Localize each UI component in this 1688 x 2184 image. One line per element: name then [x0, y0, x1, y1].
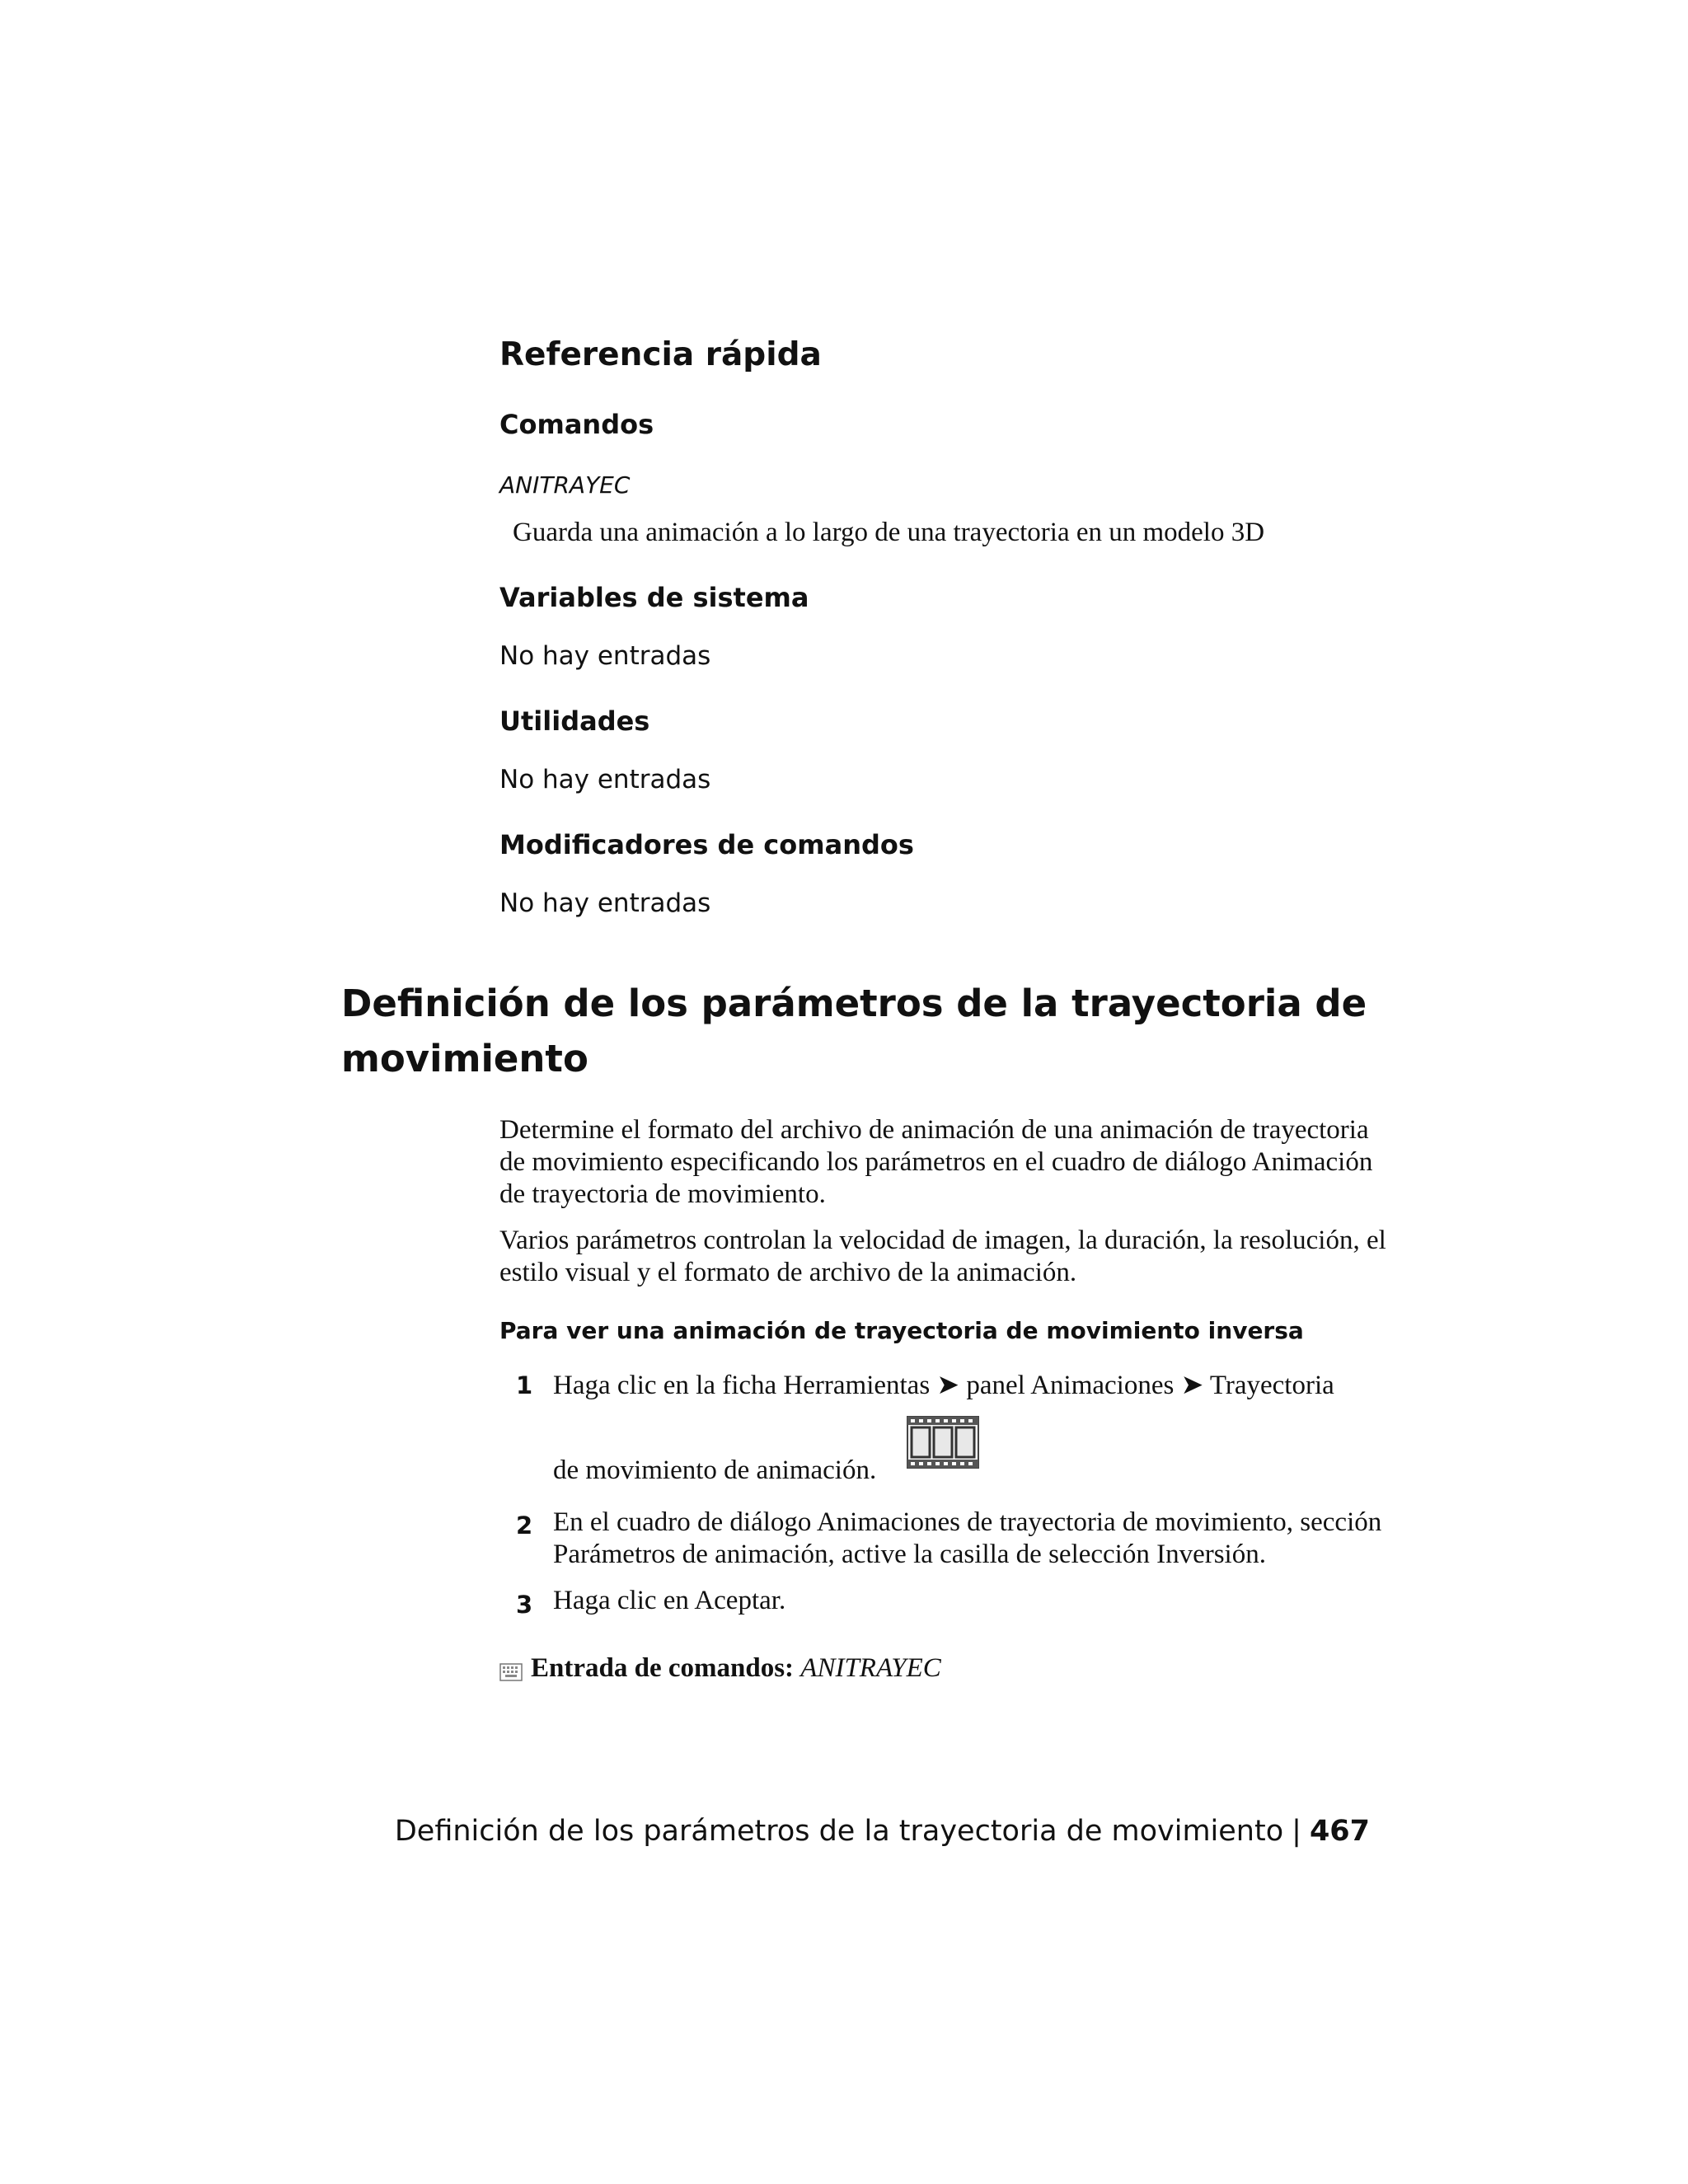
procedure-title: Para ver una animación de trayectoria de movimiento inversa: [499, 1317, 1304, 1344]
paragraph-1: Determine el formato del archivo de animación de una animación de trayectoria de movimiento especificando los parámetros en el cuadro de diálogo Animación de trayectoria de movimiento.: [499, 1115, 1373, 1209]
command-entry-label: Entrada de comandos:: [531, 1653, 795, 1683]
utilities-heading: Utilidades: [499, 705, 650, 737]
page-number: 467: [1309, 1815, 1370, 1848]
page-footer: [395, 1815, 1370, 1848]
step-text-continued: de movimiento de animación.: [553, 1455, 877, 1485]
sysvars-heading: Variables de sistema: [499, 582, 809, 613]
step-text: Haga clic en Aceptar.: [553, 1586, 786, 1615]
keyboard-icon: [499, 1663, 523, 1681]
command-name: ANITRAYEC: [499, 471, 631, 499]
modifiers-heading: Modificadores de comandos: [499, 829, 914, 860]
step-number: 2: [516, 1511, 533, 1540]
step-number: 3: [516, 1591, 533, 1619]
step-text: En el cuadro de diálogo Animaciones de trayectoria de movimiento, sección Parámetros de animación, active la casilla de selección Inversión.: [553, 1507, 1382, 1569]
sysvars-text: No hay entradas: [499, 641, 711, 671]
commands-heading: Comandos: [499, 409, 654, 440]
step-number: 1: [516, 1371, 533, 1399]
utilities-text: No hay entradas: [499, 765, 711, 794]
quick-reference-title: Referencia rápida: [499, 336, 822, 373]
command-description: Guarda una animación a lo largo de una trayectoria en un modelo 3D: [513, 518, 1265, 547]
footer-separator: |: [1292, 1815, 1301, 1848]
running-title: Definición de los parámetros de la trayectoria de movimiento: [394, 1815, 1284, 1848]
paragraph-2: Varios parámetros controlan la velocidad de imagen, la duración, la resolución, el estilo visual y el formato de archivo de la animación.: [499, 1226, 1386, 1287]
film-strip-icon: [907, 1416, 979, 1469]
command-entry-value: ANITRAYEC: [800, 1653, 941, 1683]
command-entry: [531, 1653, 941, 1684]
modifiers-text: No hay entradas: [499, 888, 711, 918]
section-title: Definición de los parámetros de la trayectoria de movimiento: [341, 982, 1367, 1080]
step-text: Haga clic en la ficha Herramientas ➤ panel Animaciones ➤ Trayectoria: [553, 1371, 1334, 1400]
